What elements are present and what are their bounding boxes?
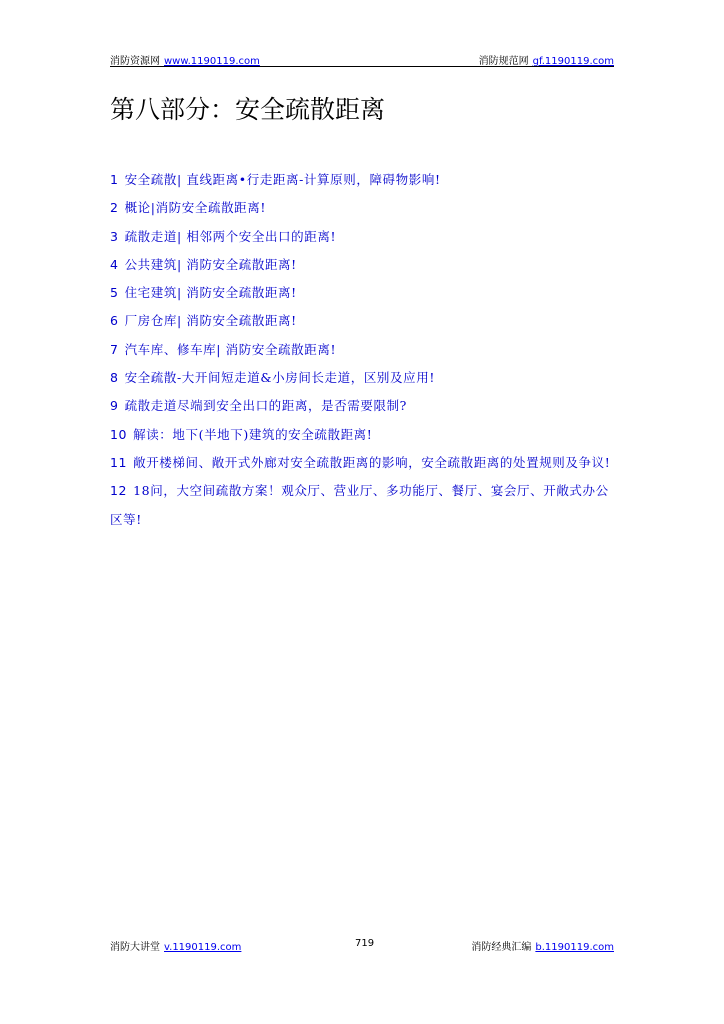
page-footer [110,938,614,952]
toc-item[interactable] [110,166,618,194]
footer-left-link[interactable]: v.1190119.com [164,942,242,953]
header-left-link[interactable]: www.1190119.com [164,56,260,67]
toc-item-text: 解读：地下(半地下)建筑的安全疏散距离! [133,426,373,442]
toc-item[interactable] [110,392,618,420]
toc-item-number: 5 [110,285,119,301]
toc-item-number: 9 [110,398,119,414]
header-left [110,52,260,67]
toc-item[interactable] [110,194,618,222]
toc-item[interactable] [110,421,618,449]
toc-item-text: 公共建筑| 消防安全疏散距离! [124,256,297,272]
header-right-link[interactable]: gf.1190119.com [532,56,614,67]
toc-item-text: 住宅建筑| 消防安全疏散距离! [124,285,297,301]
page-header [110,52,614,67]
toc-item-text: 安全疏散-大开间短走道&小房间长走道，区别及应用! [124,370,435,386]
table-of-contents [110,166,618,534]
toc-item-text: 疏散走道| 相邻两个安全出口的距离! [124,228,337,244]
toc-item-text: 汽车库、修车库| 消防安全疏散距离! [124,341,337,357]
toc-item-number: 3 [110,228,119,244]
toc-item-text: 18问，大空间疏散方案！观众厅、营业厅、多功能厅、餐厅、宴会厅、开敞式办公区等! [110,483,609,527]
footer-left [110,938,241,953]
page-number: 719 [355,938,375,949]
toc-item-number: 2 [110,200,119,216]
toc-item-number: 8 [110,370,119,386]
toc-item-number: 11 [110,454,128,470]
toc-item-text: 疏散走道尽端到安全出口的距离，是否需要限制? [124,398,407,414]
page-title: 第八部分：安全疏散距离 [110,95,386,124]
toc-item-number: 12 [110,483,128,499]
toc-item-number: 1 [110,172,119,187]
toc-item-number: 7 [110,341,119,357]
toc-item[interactable] [110,336,618,364]
toc-item[interactable] [110,223,618,251]
header-left-label: 消防资源网 [110,56,160,67]
toc-item[interactable] [110,449,618,477]
toc-item[interactable] [110,251,618,279]
toc-item-text: 敞开楼梯间、敞开式外廊对安全疏散距离的影响，安全疏散距离的处置规则及争议! [133,454,611,470]
footer-right-label: 消防经典汇编 [471,942,532,953]
toc-item-number: 10 [110,426,128,442]
toc-item[interactable] [110,279,618,307]
toc-item[interactable] [110,364,618,392]
toc-item-text: 厂房仓库| 消防安全疏散距离! [124,313,297,329]
header-right [479,52,614,67]
footer-right-link[interactable]: b.1190119.com [535,942,614,953]
toc-item-text: 概论|消防安全疏散距离! [124,200,266,216]
toc-item-text: 安全疏散| 直线距离•行走距离-计算原则，障碍物影响! [124,172,441,187]
toc-item[interactable] [110,307,618,335]
toc-item-number: 6 [110,313,119,329]
footer-left-label: 消防大讲堂 [110,942,160,953]
toc-item-number: 4 [110,256,119,272]
header-right-label: 消防规范网 [478,56,529,67]
toc-item[interactable] [110,477,618,534]
footer-right [471,938,614,953]
